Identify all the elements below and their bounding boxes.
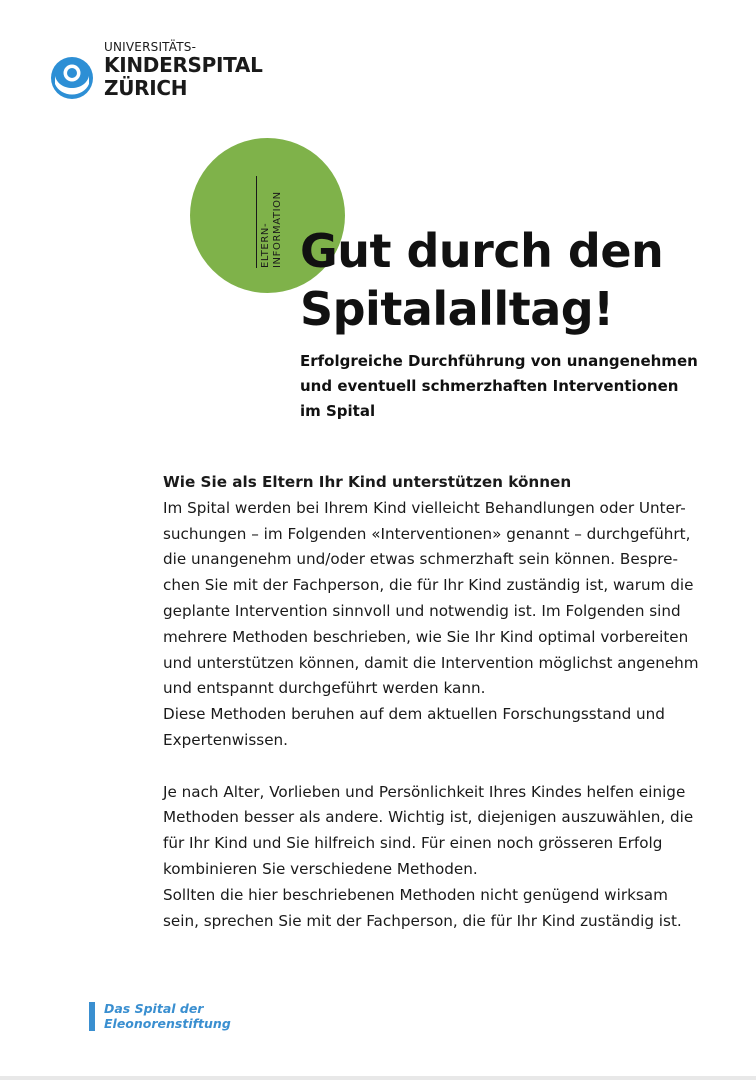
page-bottom-edge xyxy=(0,1076,756,1080)
paragraph-research xyxy=(163,702,723,754)
label-text xyxy=(260,191,284,268)
subtitle-line-2: und eventuell schmerzhaften Interventionen xyxy=(300,377,679,395)
text-line: und entspannt durchgeführt werden kann. xyxy=(163,679,486,698)
text-line: Expertenwissen. xyxy=(163,730,289,749)
logo-line-universitaets: UNIVERSITÄTS- xyxy=(104,40,197,54)
text-line: mehrere Methoden beschrieben, wie Sie Ihr Kind optimal vorbereiten xyxy=(163,627,689,646)
footer-accent-bar xyxy=(89,1002,95,1031)
child-figure-icon xyxy=(50,56,94,100)
text-line: für Ihr Kind und Sie hilfreich sind. Für einen noch grösseren Erfolg xyxy=(163,834,663,853)
text-line: suchungen – im Folgenden «Interventionen» genannt – durchgeführt, xyxy=(163,524,691,543)
page-subtitle xyxy=(300,349,730,424)
text-line: chen Sie mit der Fachperson, die für Ihr Kind zuständig ist, warum die xyxy=(163,576,694,595)
text-line: und unterstützen können, damit die Intervention möglichst angenehm xyxy=(163,653,699,672)
text-line: Sollten die hier beschriebenen Methoden nicht genügend wirksam xyxy=(163,885,668,904)
text-line: Diese Methoden beruhen auf dem aktuellen Forschungsstand und xyxy=(163,705,665,724)
title-line-2: Spitalalltag! xyxy=(300,282,614,336)
paragraph-intro xyxy=(163,496,723,702)
title-line-1: Gut durch den xyxy=(300,224,664,278)
page-title xyxy=(300,222,740,338)
text-line: die unangenehm und/oder etwas schmerzhaft sein können. Bespre- xyxy=(163,550,678,569)
body-content xyxy=(163,470,723,934)
label-line-information: INFORMATION xyxy=(272,191,283,268)
label-line-eltern: ELTERN- xyxy=(260,222,271,268)
subtitle-line-3: im Spital xyxy=(300,402,376,420)
section-heading: Wie Sie als Eltern Ihr Kind unterstützen können xyxy=(163,473,572,491)
footer-line-1: Das Spital der xyxy=(104,1001,204,1016)
text-line: geplante Intervention sinnvoll und notwendig ist. Im Folgenden sind xyxy=(163,601,681,620)
logo-line-kinderspital: KINDERSPITAL xyxy=(104,53,263,77)
text-line: Im Spital werden bei Ihrem Kind vielleicht Behandlungen oder Unter- xyxy=(163,498,686,517)
text-line: sein, sprechen Sie mit der Fachperson, die für Ihr Kind zuständig ist. xyxy=(163,911,682,930)
text-line: Je nach Alter, Vorlieben und Persönlichkeit Ihres Kindes helfen einige xyxy=(163,782,686,801)
hospital-logo xyxy=(50,40,290,110)
logo-wordmark xyxy=(104,40,263,100)
footer-text xyxy=(104,1001,231,1031)
paragraph-contact xyxy=(163,883,723,935)
logo-line-zuerich: ZÜRICH xyxy=(104,76,188,100)
text-line: Methoden besser als andere. Wichtig ist, diejenigen auszuwählen, die xyxy=(163,808,694,827)
text-line: kombinieren Sie verschiedene Methoden. xyxy=(163,859,478,878)
subtitle-line-1: Erfolgreiche Durchführung von unangenehmen xyxy=(300,352,698,370)
label-rule xyxy=(256,176,257,268)
footer-line-2: Eleonorenstiftung xyxy=(104,1016,231,1031)
paragraph-gap xyxy=(163,754,723,780)
eltern-information-label xyxy=(256,176,286,268)
paragraph-methods xyxy=(163,780,723,883)
